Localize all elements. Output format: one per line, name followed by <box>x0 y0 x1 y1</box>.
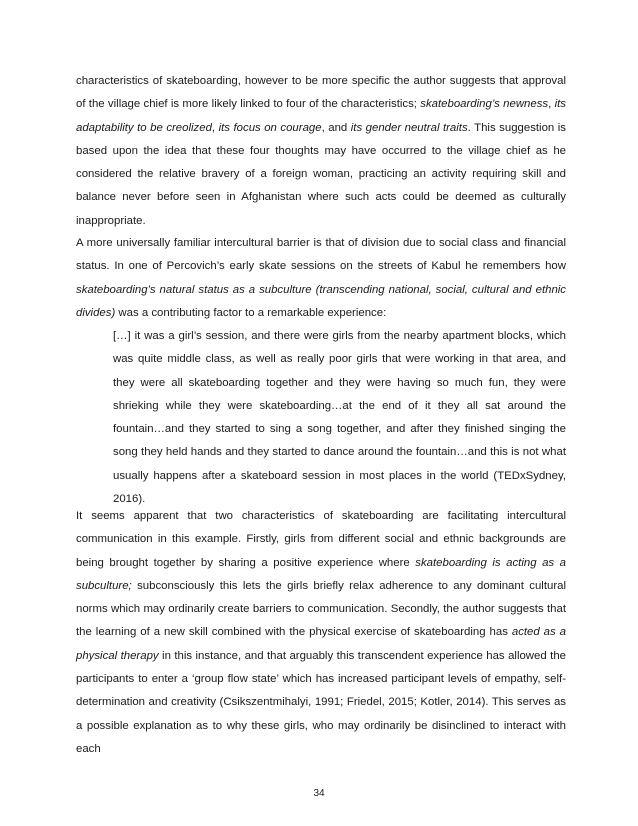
text-run: characteristics of skateboarding, however to be more specific the author suggests that approval of the village chief is more likely linked to four of the characteristics; <box>76 75 566 111</box>
block-quote <box>113 325 566 511</box>
text-run: , <box>548 98 555 111</box>
quote-text: […] it was a girl’s session, and there were girls from the nearby apartment blocks, which was quite middle class, as well as really poor girls that were working in that area, and they were all skateboarding together and they were having so much fun, they were shrieking while they were skateboarding…at the end of it they all sat around the fountain…and they started to sing a song together, and after they finished singing the song they held hands and they started to dance around the fountain…and this is not what usually happens after a skateboard session in most places in the world (TEDxSydney, 2016). <box>113 330 566 506</box>
paragraph-1 <box>76 70 566 233</box>
text-run: in this instance, and that arguably this transcendent experience has allowed the participants to enter a ‘group flow state’ which has increased participant levels of empathy, self-determination and creativity (Csikszentmihalyi, 1991; Friedel, 2015; Kotler, 2014). This serves as a possible explanation as to why these girls, who may ordinarily be disinclined to interact with each <box>76 649 566 755</box>
italic-run: skateboarding’s newness <box>420 98 549 111</box>
paragraph-2 <box>76 232 566 325</box>
italic-run: its gender neutral traits <box>350 121 468 134</box>
text-run: It seems apparent that two characteristics of skateboarding are facilitating intercultural communication in this example. Firstly, girls from different social and ethnic backgrounds are being brought together by sharing a positive experience where <box>76 510 566 569</box>
text-run: was a contributing factor to a remarkable experience: <box>115 306 387 319</box>
italic-run: skateboarding’s natural status as a subculture (transcending national, social, cultural and ethnic divides) <box>76 283 566 319</box>
page-number: 34 <box>313 788 325 799</box>
text-run: . This suggestion is based upon the idea that these four thoughts may have occurred to the village chief as he considered the relative bravery of a foreign woman, practicing an activity requiring skill and balance never before seen in Afghanistan where such acts could be deemed as culturally inappropriate. <box>76 121 566 227</box>
italic-run: skateboarding is acting as a subculture; <box>76 556 566 592</box>
text-run: , and <box>321 121 351 134</box>
italic-run: its adaptability to be creolized <box>76 98 566 134</box>
text-run: A more universally familiar intercultural barrier is that of division due to social class and financial status. In one of Percovich’s early skate sessions on the streets of Kabul he remembers how <box>76 237 566 273</box>
paragraph-3 <box>76 505 566 761</box>
italic-run: its focus on courage <box>218 121 322 134</box>
italic-run: acted as a physical therapy <box>76 626 566 662</box>
text-run: , <box>211 121 219 134</box>
text-run: subconsciously this lets the girls briefly relax adherence to any dominant cultural norms which may ordinarily create barriers to communication. Secondly, the author suggests that the learning of a new skill combined with the physical exercise of skateboarding has <box>76 579 566 639</box>
